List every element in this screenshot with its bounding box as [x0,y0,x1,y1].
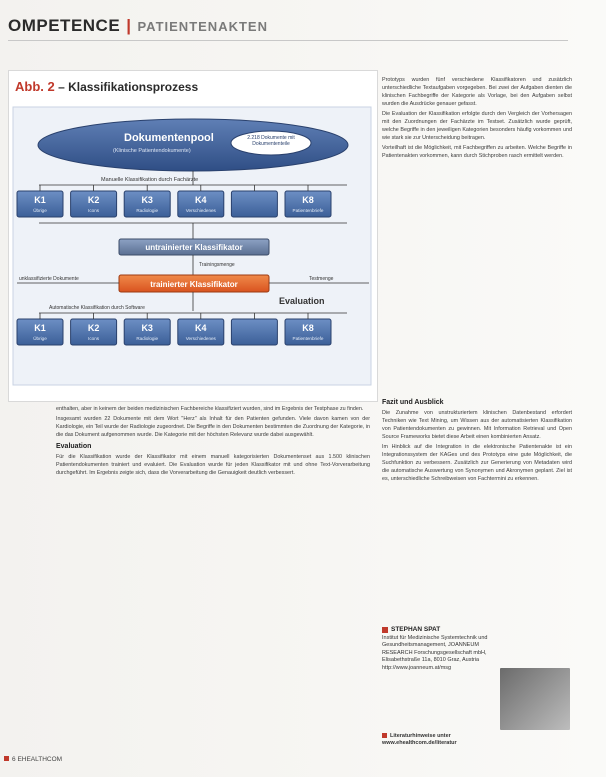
figure-title: Abb. 2 – Klassifikationsprozess [15,79,199,94]
bottom-classes-name-0: Übrige [33,336,47,341]
page-footer [4,756,62,763]
right-column-bottom [382,395,572,485]
page-number: 6 [12,756,16,763]
literature-label: Literaturhinweise unter [390,733,451,739]
evaluation-label: Evaluation [279,296,325,306]
evaluation-heading: Evaluation [56,443,92,450]
bottom-classes-code-5: K8 [302,323,314,333]
figure-label: Abb. 2 [15,79,55,94]
conclusion-paragraph-0: Die Zunahme von unstrukturiertem klinischen Datenbestand erfordert Techniken wie Text Mining, um Wissen aus der automatisierten Klassifikation von Patientendokumenten zu gewinnen. Mit Information Retrieval und Open Source Frameworks bietet diese Arbeit einen kombinierten Ansatz. [382,410,572,440]
evaluation-paragraph-0: Für die Klassifikation wurde der Klassifikator mit einem manuell kategorisierten Dokumentenset aus 1.500 klinischen Patientendokumenten trainiert und evaluiert. Die Evaluation wurde für jeden Klassifikator mit und ohne Text-Vorverarbeitung durchgeführt. Im Ergebnis zeigte sich, dass die Vorverarbeitung die Genauigkeit deutlich verbessert. [56,454,370,476]
bottom-classes-code-2: K3 [141,323,153,333]
test-set-label: Testmenge [309,276,334,282]
process-diagram [9,99,377,401]
manual-label: Manuelle Klassifikation durch Fachärzte [101,177,199,183]
bottom-classes-code-0: K1 [34,323,46,333]
top-classes-code-1: K2 [87,195,100,205]
literature-note [382,733,572,747]
author-marker [382,627,388,633]
top-classes-code-0: K1 [34,195,46,205]
top-classes-name-0: Übrige [33,208,47,213]
author-photo [500,668,570,730]
literature-link[interactable]: www.ehealthcom.de/literatur [382,740,457,746]
author-box [382,626,572,672]
pool-title: Dokumentenpool [124,132,214,144]
right-column-top [382,76,572,162]
figure-classification-process [8,70,378,402]
page-header: OMPETENCE | PATIENTENAKTEN [8,16,268,35]
top-classes-name-5: Patientenbriefe [292,208,324,213]
pool-subtitle: (Klinische Patientendokumente) [113,148,191,154]
top-classes-name-3: Verschiedenes [185,208,216,213]
training-label: Trainingsmenge [199,262,235,268]
top-classes-code-3: K4 [195,195,207,205]
top-classes-name-2: Radiologie [136,208,159,213]
header-section: PATIENTENAKTEN [137,19,268,34]
magazine-name: EHEALTHCOM [17,756,63,763]
right-paragraph-1: Die Evaluation der Klassifikation erfolgte durch den Vergleich der Vorhersagen mit den Zuordnungen der Fachärzte im Testset. Zusätzlich wurde geprüft, welche Begriffe in den jeweiligen Kategorien besonders häufig vorkommen und wie stark sie zur Unterscheidung beitragen. [382,111,572,141]
header-title: OMPETENCE [8,16,121,35]
left-paragraph-0: enthalten, aber in keinem der beiden medizinischen Fachbereiche klassifiziert wurden, sind im Ergebnis der Testphase zu finden. [56,406,364,412]
top-classes-box-4 [231,191,277,217]
auto-label: Automatische Klassifikation durch Software [49,305,145,311]
pool-badge-text: 2.218 Dokumente mit Dokumententeile [247,135,295,147]
conclusion-paragraph-1: Im Hinblick auf die Integration in die elektronische Patientenakte ist ein Integrationssystem der KAGes und des Prototyps eine gute Möglichkeit, die Suchfunktion zu verbessern. Zusätzlich zur Generierung von Metadaten wird die automatische Auswertung von Synonymen und Akronymen geplant. Ziel ist es, unterschiedliche Schreibweisen von Fachtermini zu erkennen. [382,444,572,482]
right-paragraph-2: Vorteilhaft ist die Möglichkeit, mit Fachbegriffen zu arbeiten. Welche Begriffe in Patientenakten vorkommen, kann durch Stichproben rasch ermittelt werden. [382,145,572,159]
top-classes-code-5: K8 [302,195,314,205]
bottom-classes-name-2: Radiologie [136,336,159,341]
bottom-classes-code-3: K4 [195,323,207,333]
bottom-classes-name-5: Patientenbriefe [292,336,324,341]
right-paragraph-0: Prototyps wurden fünf verschiedene Klassifikatoren und zusätzlich unterschiedliche Textaufgaben vorgegeben. Bei zwei der Aufgaben dienten die klinischen Fachbegriffe der Kategorie als Vorlage, bei den Aufgaben selbst wurden die Ausdrücke genauer gefasst. [382,77,572,107]
conclusion-heading: Fazit und Ausblick [382,399,444,406]
top-classes-code-2: K3 [141,195,153,205]
left-paragraph-1: Insgesamt wurden 22 Dokumente mit dem Wort "Herz" als Inhalt für den Patienten gefunden. Viele davon kamen von der Kardiologie, ein Teil wurde der Radiologie zugeordnet. Die Begriffe in den Dokumenten bestimmten die Zuordnung der Kategorie, in die das Dokument aufgenommen wurde. Die Kategorie mit der höchsten Relevanz wurde dabei ausgewählt. [56,416,370,438]
top-classes-name-1: Icons [88,208,100,213]
figure-caption: Klassifikationsprozess [68,80,199,94]
bottom-classes-name-1: Icons [88,336,100,341]
author-name: STEPHAN SPAT [391,626,441,633]
bottom-classes-box-4 [231,319,277,345]
bottom-classes-name-3: Verschiedenes [185,336,216,341]
trained-label: trainierter Klassifikator [150,280,238,289]
author-affiliation: Institut für Medizinische Systemtechnik und Gesundheitsmanagement, JOANNEUM RESEARCH Forschungsgesellschaft mbH, Elisabethstraße 11a, 8010 Graz, Austria [382,634,488,663]
left-column [56,405,370,479]
author-web[interactable]: http://www.joanneum.at/msg [382,664,452,671]
unclassified-label: unklassifizierte Dokumente [19,276,79,282]
untrained-label: untrainierter Klassifikator [145,243,243,252]
header-rule [8,40,568,41]
bottom-classes-code-1: K2 [87,323,100,333]
